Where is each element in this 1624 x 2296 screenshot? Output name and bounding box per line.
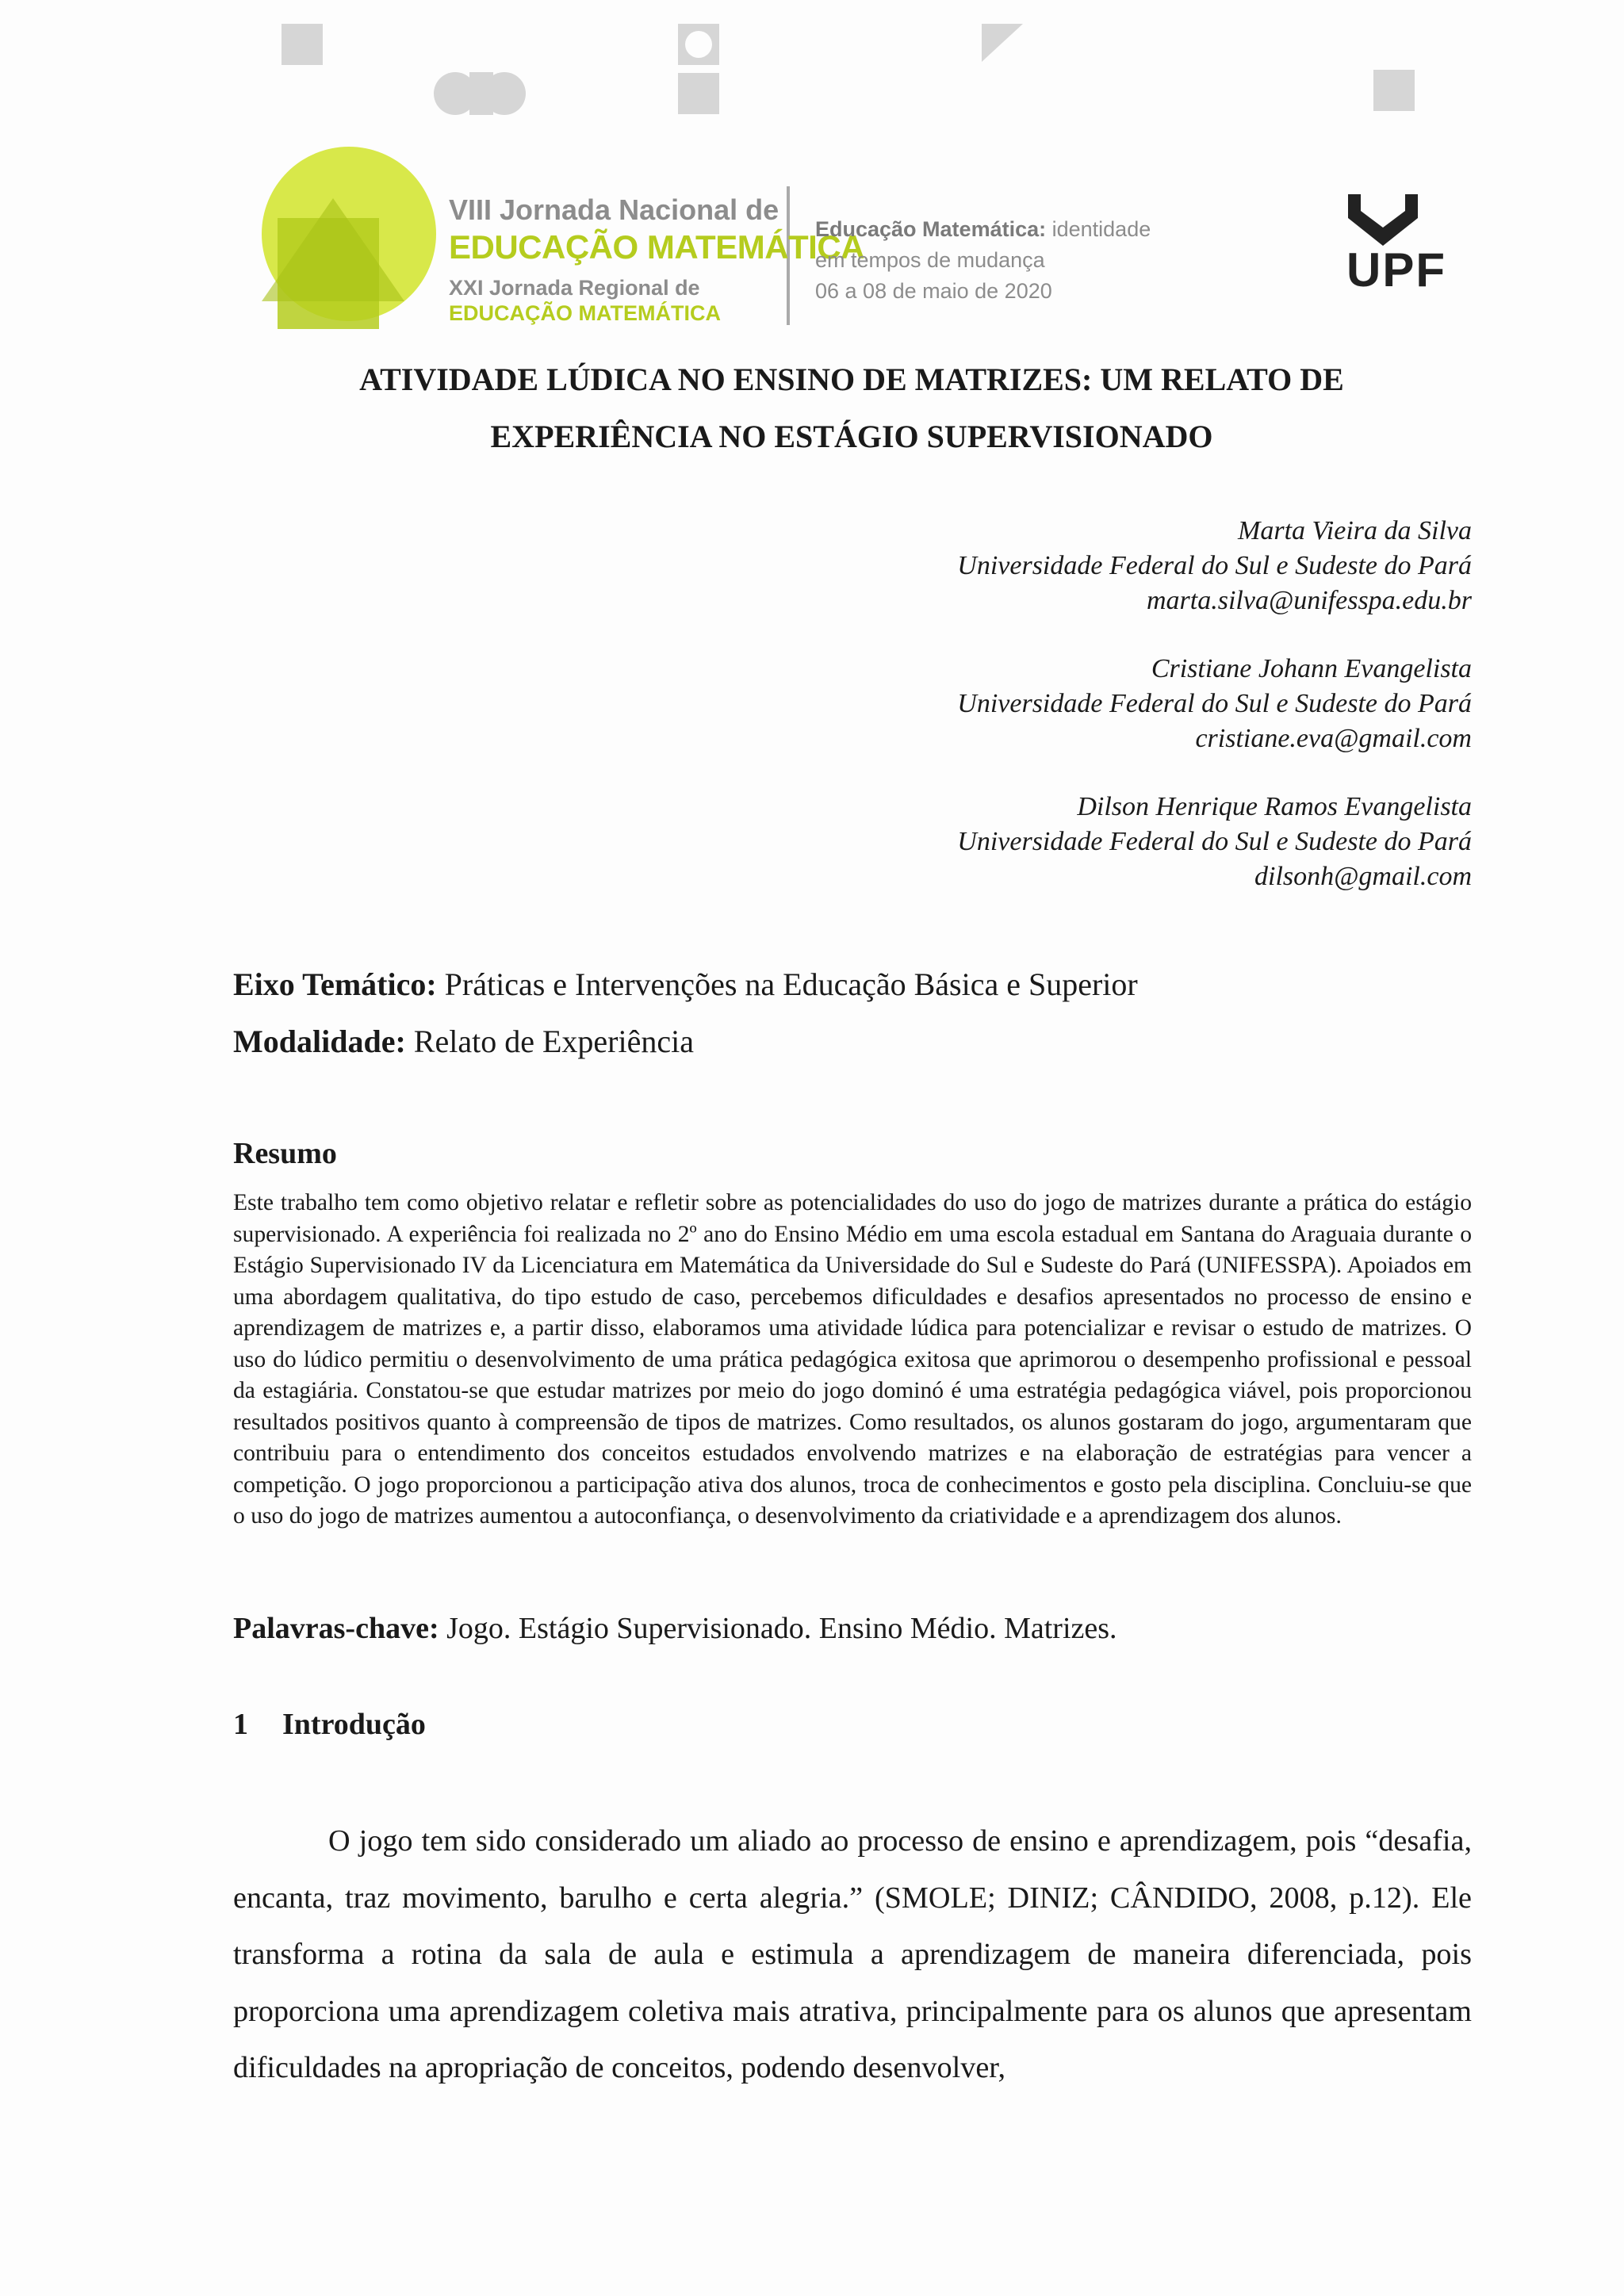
section-number: 1	[233, 1708, 248, 1741]
author-affiliation: Universidade Federal do Sul e Sudeste do Pará	[957, 689, 1472, 718]
circles-logo	[434, 72, 526, 115]
paper-title-line-1: ATIVIDADE LÚDICA NO ENSINO DE MATRIZES: UM RELATO DE	[359, 362, 1344, 397]
theme-bold: Educação Matemática:	[815, 217, 1047, 241]
modalidade	[233, 1023, 694, 1060]
author-affiliation: Universidade Federal do Sul e Sudeste do Pará	[957, 827, 1472, 856]
author-affiliation: Universidade Federal do Sul e Sudeste do Pará	[957, 551, 1472, 580]
resumo-text: Este trabalho tem como objetivo relatar e refletir sobre as potencialidades do uso do jogo de matrizes durante a prática do estágio supervisionado. A experiência foi realizada no 2º ano do Ensino Médio em uma escola estadual em Santana do Araguaia durante o Estágio Supervisionado IV da Licenciatura em Matemática da Universidade do Sul e Sudeste do Pará (UNIFESSPA). Apoiados em uma abordagem qualitativa, do tipo estudo de caso, percebemos dificuldades e desafios apresentados no processo de ensino e aprendizagem de matrizes e, a partir disso, elaboramos uma atividade lúdica para potencializar e revisar o estudo de matrizes. O uso do lúdico permitiu o desenvolvimento de uma prática pedagógica exitosa que aprimorou o desempenho profissional e pessoal da estagiária. Constatou-se que estudar matrizes por meio do jogo dominó é uma estratégia pedagógica viável, pois proporcionou resultados positivos quanto à compreensão de tipos de matrizes. Como resultados, os alunos gostaram do jogo, argumentaram que contribuiu para o entendimento dos conceitos estudados envolvendo matrizes e na elaboração de estratégias para vencer a competição. O jogo proporcionou a participação ativa dos alunos, troca de conhecimentos e gosto pela disciplina. Concluiu-se que o uso do jogo de matrizes aumentou a autoconfiança, o desenvolvimento da criatividade e a aprendizagem dos alunos.	[233, 1190, 1472, 1529]
paper-title-line-2: EXPERIÊNCIA NO ESTÁGIO SUPERVISIONADO	[490, 419, 1213, 454]
eixo-value: Práticas e Intervenções na Educação Básica e Superior	[436, 966, 1138, 1002]
section-heading	[233, 1707, 426, 1742]
author-block	[957, 790, 1472, 894]
keywords-label: Palavras-chave:	[233, 1612, 439, 1645]
event-line-4: EDUCAÇÃO MATEMÁTICA	[449, 301, 721, 325]
author-name: Cristiane Johann Evangelista	[1151, 654, 1472, 683]
author-name: Dilson Henrique Ramos Evangelista	[1077, 792, 1472, 821]
event-logo-icon	[262, 147, 436, 329]
event-line-2: EDUCAÇÃO MATEMÁTICA	[449, 228, 865, 266]
author-email[interactable]: cristiane.eva@gmail.com	[1195, 724, 1472, 753]
keywords	[233, 1611, 1117, 1646]
modalidade-label: Modalidade:	[233, 1024, 406, 1059]
theme-rest: identidade	[1046, 217, 1151, 241]
upf-logo-text: UPF	[1346, 243, 1446, 297]
author-name: Marta Vieira da Silva	[1238, 516, 1472, 545]
event-line-3: XXI Jornada Regional de	[449, 276, 700, 300]
eixo-tematico	[233, 966, 1138, 1003]
modalidade-value: Relato de Experiência	[405, 1024, 694, 1059]
event-dates: 06 a 08 de maio de 2020	[815, 279, 1052, 303]
author-block	[957, 514, 1472, 618]
author-block	[957, 652, 1472, 756]
event-line-1: VIII Jornada Nacional de	[449, 193, 779, 226]
intro-paragraph: O jogo tem sido considerado um aliado ao processo de ensino e aprendizagem, pois “desafia, encanta, traz movimento, barulho e certa alegria.” (SMOLE; DINIZ; CÂNDIDO, 2008, p.12). Ele transforma a rotina da sala de aula e estimula a aprendizagem de maneira diferenciada, pois proporciona uma aprendizagem coletiva mais atrativa, principalmente para os alunos que apresentam dificuldades na apropriação de conceitos, podendo desenvolver,	[233, 1824, 1472, 2084]
theme-line-2: em tempos de mudança	[815, 248, 1045, 272]
resumo-heading: Resumo	[233, 1137, 337, 1170]
author-email[interactable]: dilsonh@gmail.com	[1254, 862, 1472, 891]
event-theme	[815, 214, 1151, 307]
section-title: Introdução	[282, 1708, 426, 1741]
eixo-label: Eixo Temático:	[233, 966, 437, 1002]
author-email[interactable]: marta.silva@unifesspa.edu.br	[1147, 586, 1472, 615]
upf-shield-icon	[1348, 194, 1418, 246]
keywords-value: Jogo. Estágio Supervisionado. Ensino Médio. Matrizes.	[439, 1612, 1117, 1645]
